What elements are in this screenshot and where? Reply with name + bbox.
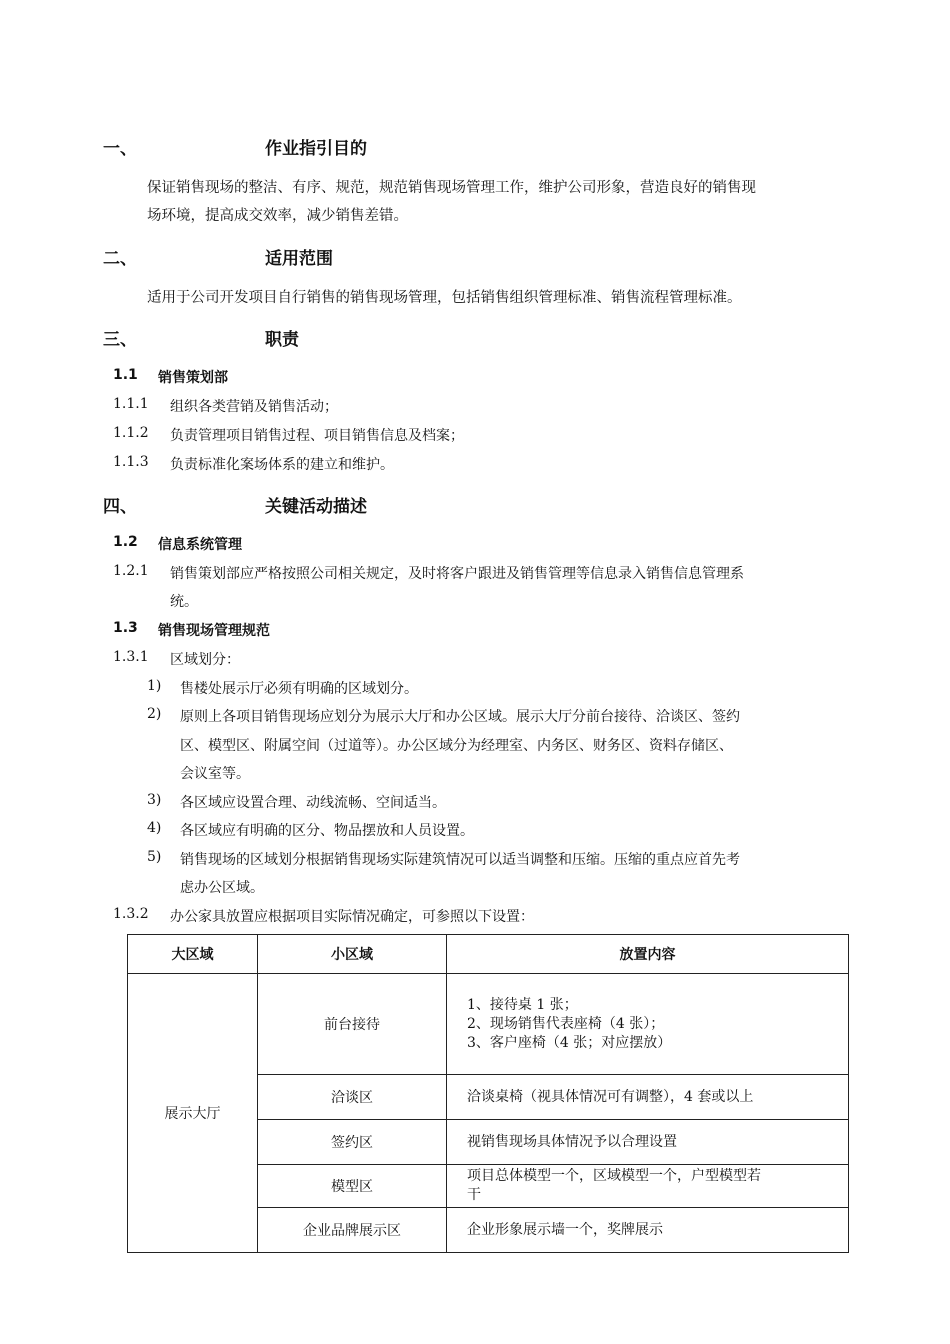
- content-cell: [447, 974, 849, 1075]
- content-line: 企业形象展示墙一个，奖牌展示: [467, 1221, 663, 1238]
- table-row: [128, 974, 849, 1075]
- subsection-title: 销售现场管理规范: [158, 623, 270, 639]
- item-text: 统。: [170, 594, 198, 610]
- subsection-number: 1.3: [113, 620, 138, 636]
- subsection-title: 销售策划部: [158, 370, 228, 386]
- table-header-cell: 大区域: [128, 935, 258, 974]
- subsection-number: 1.2: [113, 534, 138, 550]
- section-title: 作业指引目的: [265, 139, 367, 159]
- content-line: 3、客户座椅（4 张；对应摆放）: [467, 1034, 672, 1051]
- item-number: 1.2.1: [113, 563, 149, 579]
- list-text: 原则上各项目销售现场应划分为展示大厅和办公区域。展示大厅分前台接待、洽谈区、签约: [180, 709, 740, 725]
- group-cell: 展示大厅: [128, 974, 258, 1253]
- table-header-row: [128, 935, 849, 974]
- content-cell: [447, 1120, 849, 1165]
- item-text: 办公家具放置应根据项目实际情况确定，可参照以下设置：: [170, 909, 534, 925]
- list-text: 售楼处展示厅必须有明确的区域划分。: [180, 681, 418, 697]
- content-line: 视销售现场具体情况予以合理设置: [467, 1133, 677, 1150]
- area-cell: 模型区: [258, 1165, 447, 1208]
- area-cell: 签约区: [258, 1120, 447, 1165]
- content-line: 1、接待桌 1 张；: [467, 996, 578, 1013]
- paragraph-line: 场环境，提高成交效率，减少销售差错。: [147, 208, 408, 224]
- content-cell: [447, 1075, 849, 1120]
- list-number: 5): [147, 849, 162, 865]
- list-number: 4): [147, 820, 162, 836]
- area-cell: 企业品牌展示区: [258, 1208, 447, 1253]
- list-text: 销售现场的区域划分根据销售现场实际建筑情况可以适当调整和压缩。压缩的重点应首先考: [180, 852, 740, 868]
- list-number: 1): [147, 678, 162, 694]
- section-number: 一、: [103, 139, 137, 159]
- content-line: 项目总体模型一个，区域模型一个，户型模型若: [467, 1168, 761, 1184]
- item-text: 负责标准化案场体系的建立和维护。: [170, 457, 394, 473]
- section-title: 适用范围: [265, 249, 333, 269]
- content-cell: [447, 1208, 849, 1253]
- section-title: 关键活动描述: [265, 497, 367, 517]
- table-header-cell: 放置内容: [447, 935, 849, 974]
- item-number: 1.1.3: [113, 454, 149, 470]
- item-number: 1.1.1: [113, 396, 149, 412]
- list-text: 会议室等。: [180, 766, 250, 782]
- section-number: 二、: [103, 249, 137, 269]
- item-text: 区域划分：: [170, 652, 240, 668]
- area-cell: 洽谈区: [258, 1075, 447, 1120]
- item-text: 销售策划部应严格按照公司相关规定，及时将客户跟进及销售管理等信息录入销售信息管理系: [170, 566, 744, 582]
- furniture-table: [127, 934, 849, 1253]
- list-number: 3): [147, 792, 162, 808]
- content-line: 干: [467, 1187, 481, 1203]
- item-number: 1.1.2: [113, 425, 149, 441]
- item-number: 1.3.2: [113, 906, 149, 922]
- section-title: 职责: [265, 330, 299, 350]
- section-number: 三、: [103, 330, 137, 350]
- list-number: 2): [147, 706, 162, 722]
- item-text: 负责管理项目销售过程、项目销售信息及档案；: [170, 428, 464, 444]
- content-cell: [447, 1165, 849, 1208]
- list-text: 区、模型区、附属空间（过道等）。办公区域分为经理室、内务区、财务区、资料存储区、: [180, 738, 733, 754]
- list-text: 虑办公区域。: [180, 880, 264, 896]
- subsection-title: 信息系统管理: [158, 537, 242, 553]
- list-text: 各区域应有明确的区分、物品摆放和人员设置。: [180, 823, 474, 839]
- item-text: 组织各类营销及销售活动；: [170, 399, 338, 415]
- content-line: 2、现场销售代表座椅（4 张）；: [467, 1015, 665, 1032]
- section-number: 四、: [103, 497, 137, 517]
- table-header-cell: 小区域: [258, 935, 447, 974]
- paragraph-line: 保证销售现场的整洁、有序、规范，规范销售现场管理工作，维护公司形象，营造良好的销售现: [147, 180, 756, 196]
- subsection-number: 1.1: [113, 367, 138, 383]
- content-line: 洽谈桌椅（视具体情况可有调整），4 套或以上: [467, 1088, 754, 1105]
- list-text: 各区域应设置合理、动线流畅、空间适当。: [180, 795, 446, 811]
- item-number: 1.3.1: [113, 649, 149, 665]
- paragraph-line: 适用于公司开发项目自行销售的销售现场管理，包括销售组织管理标准、销售流程管理标准。: [147, 290, 742, 306]
- area-cell: 前台接待: [258, 974, 447, 1075]
